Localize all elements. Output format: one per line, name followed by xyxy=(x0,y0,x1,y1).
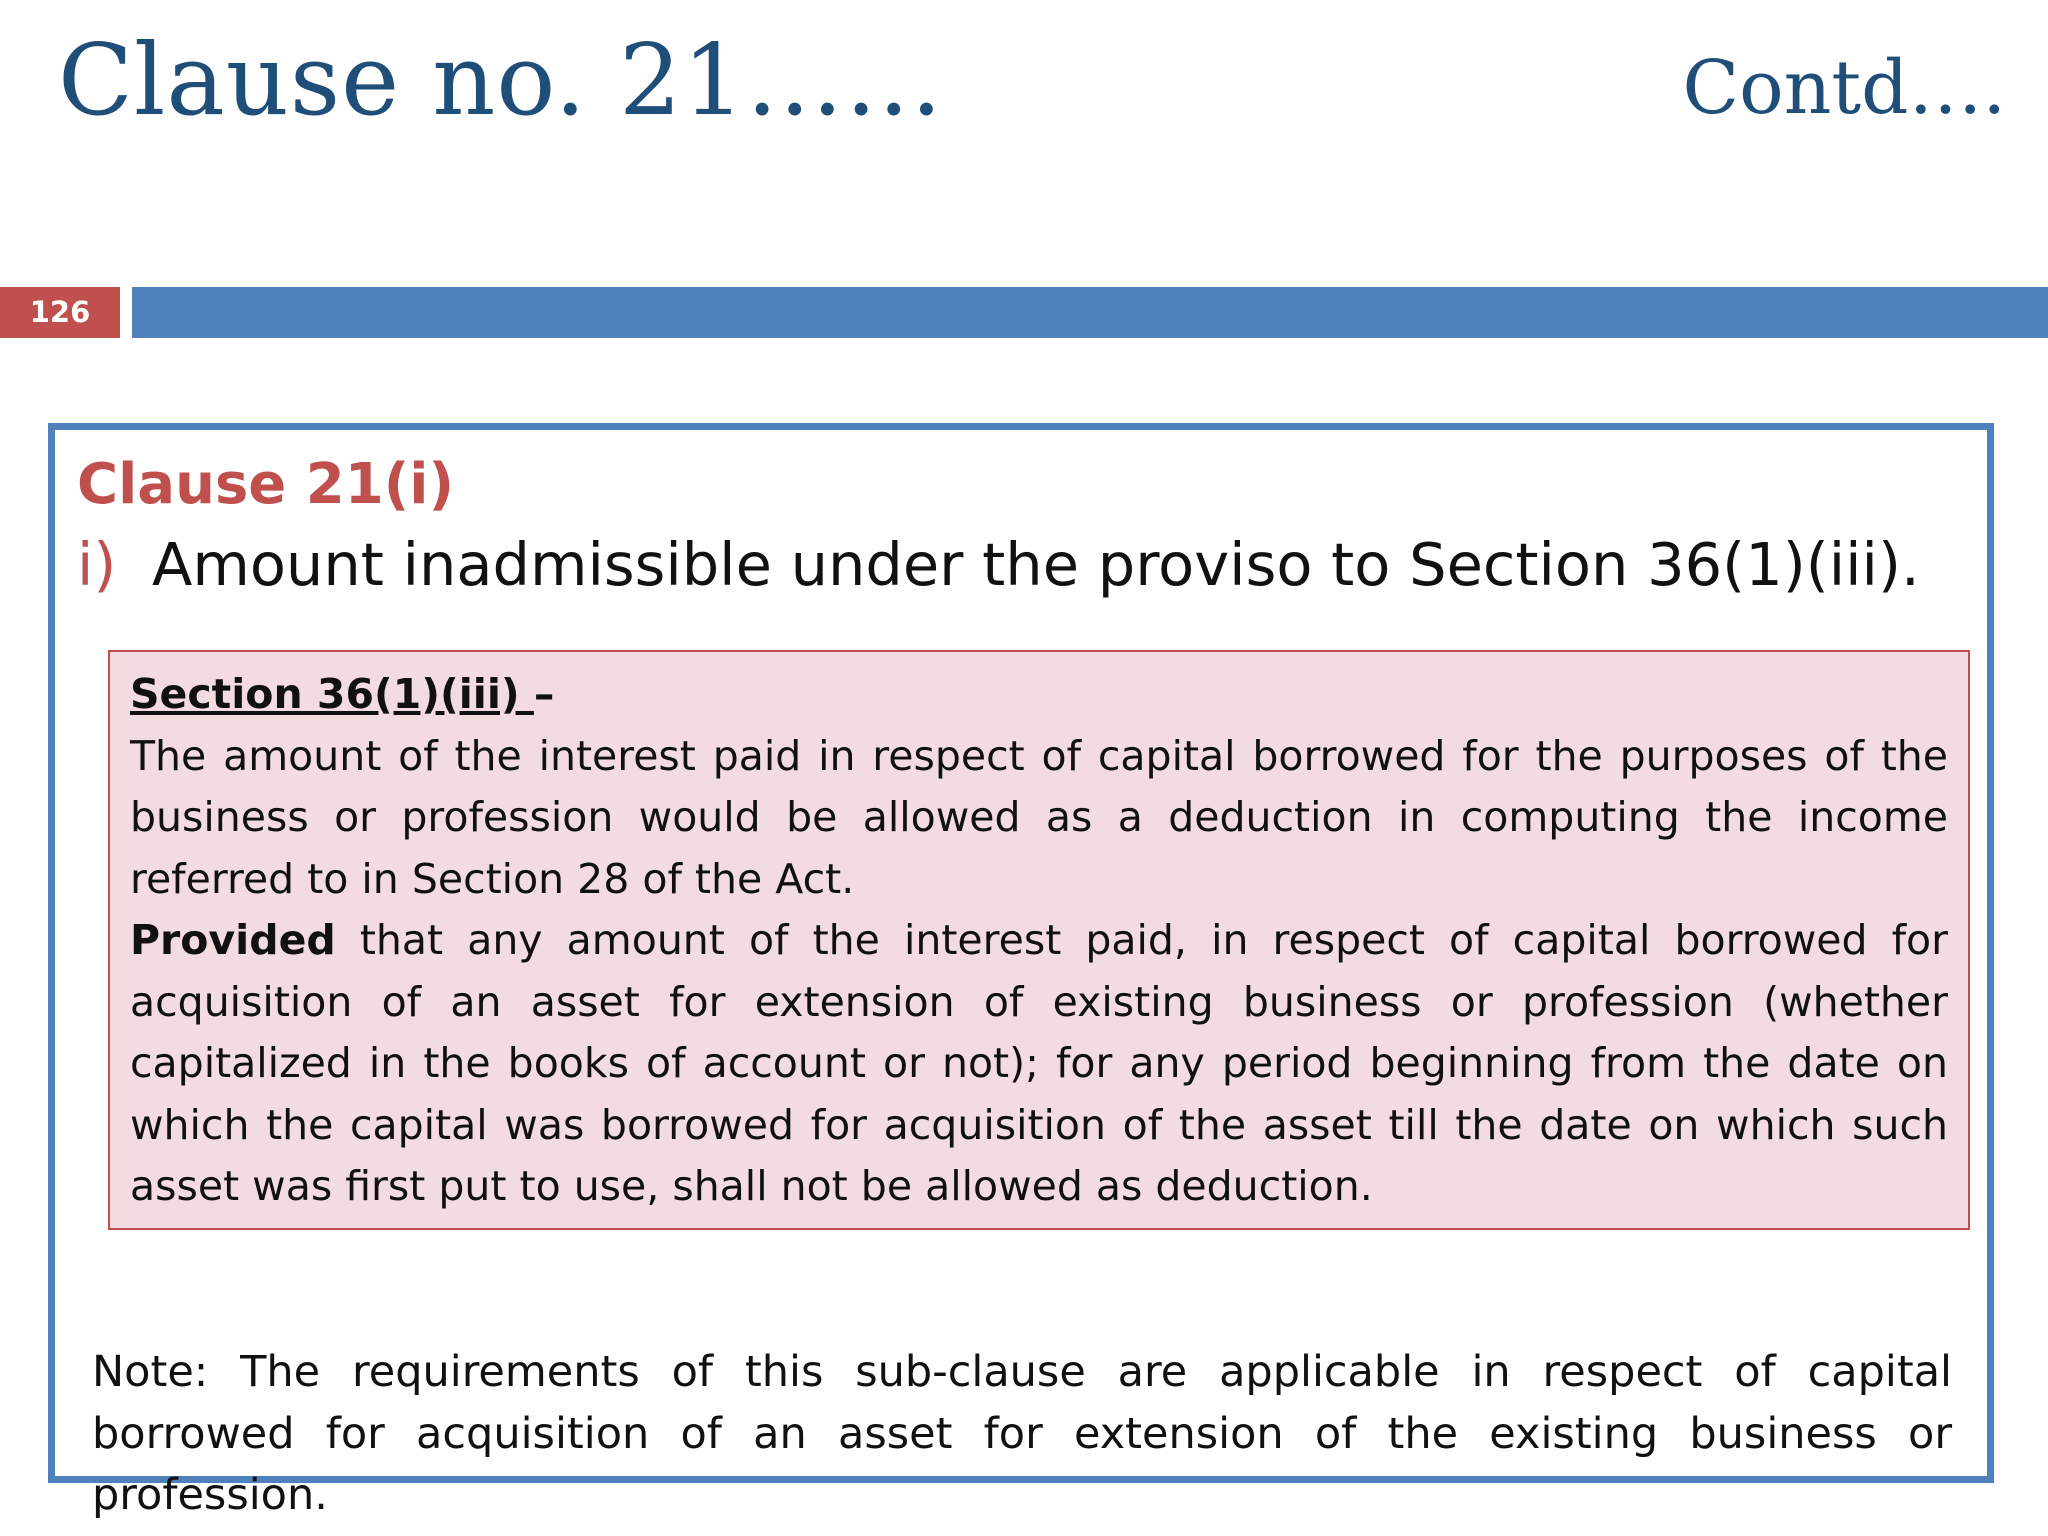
header-divider-bar xyxy=(132,287,2048,338)
proviso-text: that any amount of the interest paid, in respect of capital borrowed for acquisition of an asset for extension of existing business or profession (whether capitalized in the books of account or not); for any period beginning from the date on which the capital was borrowed for acquisition of the asset till the date on which such asset was first put to use, shall not be allowed as deduction. xyxy=(130,916,1948,1210)
section-proviso xyxy=(130,910,1948,1218)
item-marker: i) xyxy=(77,530,117,599)
section-heading-dash: – xyxy=(533,670,555,718)
slide-number-badge: 126 xyxy=(0,287,120,338)
clause-item xyxy=(77,530,1967,599)
content-frame xyxy=(48,423,1994,1520)
section-heading: Section 36(1)(iii) xyxy=(130,670,534,718)
note-text: Note: The requirements of this sub-clause are applicable in respect of capital borrowed for acquisition of an asset for extension of the existing business or profession. xyxy=(92,1347,1952,1520)
section-excerpt-box xyxy=(108,650,1970,1230)
clause-heading: Clause 21(i) xyxy=(77,452,455,517)
item-text: Amount inadmissible under the proviso to Section 36(1)(iii). xyxy=(152,530,1920,599)
continued-label: Contd…. xyxy=(1682,45,2006,131)
section-paragraph: The amount of the interest paid in respect of capital borrowed for the purposes of the business or profession would be allowed as a deduction in computing the income referred to in Section 28 of the Act. xyxy=(130,731,1948,903)
proviso-keyword: Provided xyxy=(130,916,336,964)
slide-title: Clause no. 21…… xyxy=(58,24,944,138)
section-heading-line xyxy=(130,664,1948,726)
